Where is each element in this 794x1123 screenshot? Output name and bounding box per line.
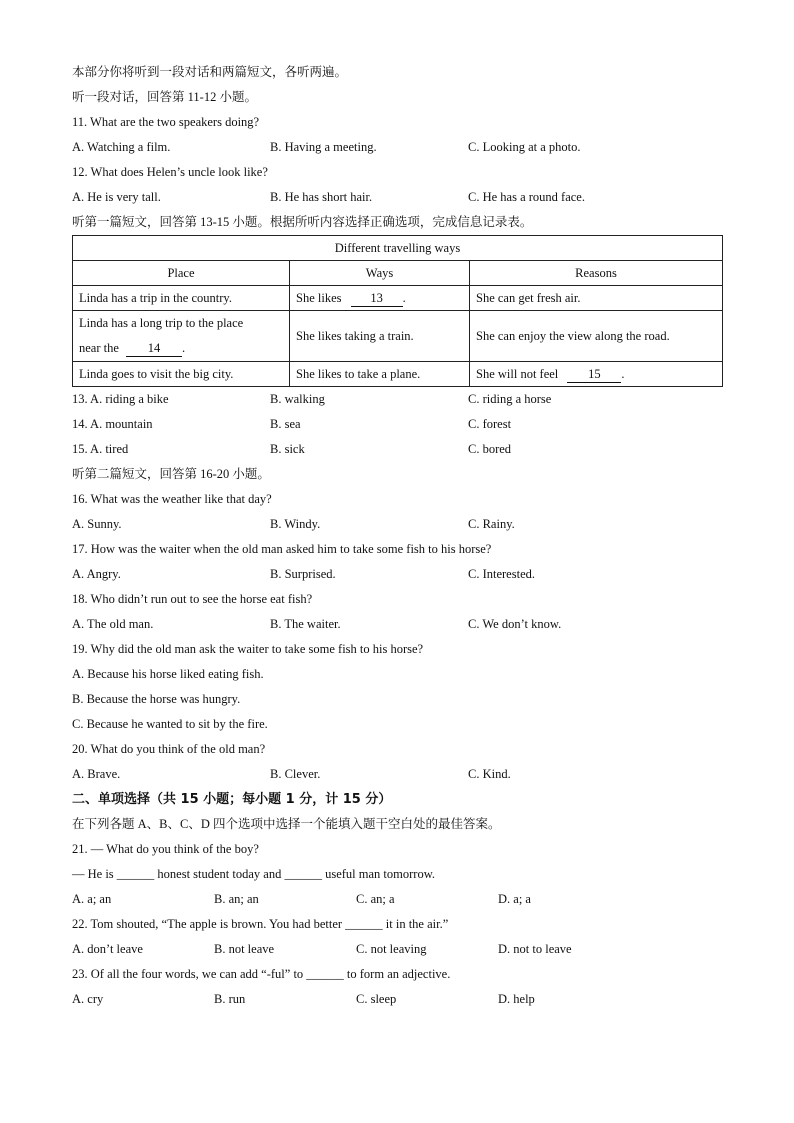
cell-reason: She can get fresh air. — [470, 286, 723, 311]
option-a[interactable]: 15. A. tired — [72, 442, 129, 456]
section-2-instruction: 在下列各题 A、B、C、D 四个选项中选择一个能填入题干空白处的最佳答案。 — [72, 817, 501, 831]
travel-info-table — [72, 235, 723, 387]
question-12-options — [72, 185, 722, 210]
question-18-options — [72, 612, 722, 637]
question-21-stem: 21. — What do you think of the boy? — [72, 842, 259, 856]
option-b[interactable]: B. an; an — [214, 892, 259, 906]
question-11-options — [72, 135, 722, 160]
option-d[interactable]: D. help — [498, 992, 535, 1006]
question-23-options — [72, 987, 722, 1012]
cell-reason: She can enjoy the view along the road. — [470, 311, 723, 362]
option-c[interactable]: C. Because he wanted to sit by the fire. — [72, 717, 268, 731]
option-b[interactable]: B. The waiter. — [270, 617, 341, 631]
cell-place: Linda has a trip in the country. — [73, 286, 290, 311]
option-b[interactable]: B. Surprised. — [270, 567, 336, 581]
option-a[interactable]: 13. A. riding a bike — [72, 392, 169, 406]
option-b[interactable]: B. He has short hair. — [270, 190, 373, 204]
question-17-stem: 17. How was the waiter when the old man asked him to take some fish to his horse? — [72, 542, 492, 556]
question-22-options — [72, 937, 722, 962]
option-a[interactable]: A. don’t leave — [72, 942, 143, 956]
option-b[interactable]: B. sick — [270, 442, 305, 456]
option-b[interactable]: B. not leave — [214, 942, 275, 956]
option-a[interactable]: A. The old man. — [72, 617, 154, 631]
question-13-options — [72, 387, 722, 412]
question-20-stem: 20. What do you think of the old man? — [72, 742, 266, 756]
question-21-options — [72, 887, 722, 912]
option-c[interactable]: C. an; a — [356, 892, 395, 906]
option-a[interactable]: 14. A. mountain — [72, 417, 153, 431]
option-b[interactable]: B. run — [214, 992, 246, 1006]
option-a[interactable]: A. cry — [72, 992, 104, 1006]
cell-reason: She will not feel 15 . — [470, 362, 723, 387]
blank-13[interactable]: 13 — [351, 291, 403, 307]
question-16-stem: 16. What was the weather like that day? — [72, 492, 272, 506]
option-b[interactable]: B. Clever. — [270, 767, 321, 781]
option-c[interactable]: C. riding a horse — [468, 392, 552, 406]
dialogue-instruction: 听一段对话，回答第 11-12 小题。 — [72, 90, 257, 104]
option-a[interactable]: A. Because his horse liked eating fish. — [72, 667, 264, 681]
question-12-stem: 12. What does Helen’s uncle look like? — [72, 165, 268, 179]
option-b[interactable]: B. Because the horse was hungry. — [72, 692, 241, 706]
part-instruction: 本部分你将听到一段对话和两篇短文，各听两遍。 — [72, 65, 348, 79]
question-23-stem: 23. Of all the four words, we can add “-ful” to ______ to form an adjective. — [72, 967, 451, 981]
question-19-stem: 19. Why did the old man ask the waiter to take some fish to his horse? — [72, 642, 424, 656]
question-22-stem: 22. Tom shouted, “The apple is brown. You had better ______ it in the air.” — [72, 917, 449, 931]
question-21-line-2: — He is ______ honest student today and ______ useful man tomorrow. — [72, 867, 436, 881]
option-b[interactable]: B. Having a meeting. — [270, 140, 377, 154]
blank-14[interactable]: 14 — [126, 341, 182, 357]
question-17-options — [72, 562, 722, 587]
cell-way: She likes taking a train. — [290, 311, 470, 362]
option-a[interactable]: A. He is very tall. — [72, 190, 161, 204]
option-c[interactable]: C. We don’t know. — [468, 617, 562, 631]
option-c[interactable]: C. Looking at a photo. — [468, 140, 581, 154]
option-a[interactable]: A. Watching a film. — [72, 140, 171, 154]
header-ways: Ways — [290, 261, 470, 286]
option-c[interactable]: C. Interested. — [468, 567, 535, 581]
option-d[interactable]: D. a; a — [498, 892, 531, 906]
question-20-options — [72, 762, 722, 787]
table-title: Different travelling ways — [73, 236, 723, 261]
section-2-title: 二、单项选择（共 15 小题；每小题 1 分，计 15 分） — [72, 792, 392, 807]
passage-2-instruction: 听第二篇短文，回答第 16-20 小题。 — [72, 467, 270, 481]
option-b[interactable]: B. Windy. — [270, 517, 321, 531]
option-c[interactable]: C. He has a round face. — [468, 190, 585, 204]
option-c[interactable]: C. bored — [468, 442, 512, 456]
question-16-options — [72, 512, 722, 537]
table-row — [73, 311, 723, 362]
table-row — [73, 286, 723, 311]
cell-place: Linda has a long trip to the place near the 14 . — [73, 311, 290, 362]
option-c[interactable]: C. Kind. — [468, 767, 511, 781]
option-a[interactable]: A. Sunny. — [72, 517, 122, 531]
cell-way: She likes to take a plane. — [290, 362, 470, 387]
exam-page — [72, 60, 722, 1012]
question-14-options — [72, 412, 722, 437]
option-c[interactable]: C. Rainy. — [468, 517, 515, 531]
passage-1-instruction: 听第一篇短文，回答第 13-15 小题。根据所听内容选择正确选项，完成信息记录表。 — [72, 215, 533, 229]
question-15-options — [72, 437, 722, 462]
option-c[interactable]: C. forest — [468, 417, 512, 431]
option-b[interactable]: B. sea — [270, 417, 301, 431]
header-place: Place — [73, 261, 290, 286]
option-d[interactable]: D. not to leave — [498, 942, 572, 956]
table-row — [73, 362, 723, 387]
option-b[interactable]: B. walking — [270, 392, 325, 406]
question-18-stem: 18. Who didn’t run out to see the horse eat fish? — [72, 592, 313, 606]
blank-15[interactable]: 15 — [567, 367, 621, 383]
option-a[interactable]: A. Angry. — [72, 567, 121, 581]
option-c[interactable]: C. sleep — [356, 992, 397, 1006]
cell-way: She likes 13 . — [290, 286, 470, 311]
header-reasons: Reasons — [470, 261, 723, 286]
option-a[interactable]: A. a; an — [72, 892, 112, 906]
option-c[interactable]: C. not leaving — [356, 942, 427, 956]
option-a[interactable]: A. Brave. — [72, 767, 121, 781]
question-11-stem: 11. What are the two speakers doing? — [72, 115, 260, 129]
cell-place: Linda goes to visit the big city. — [73, 362, 290, 387]
